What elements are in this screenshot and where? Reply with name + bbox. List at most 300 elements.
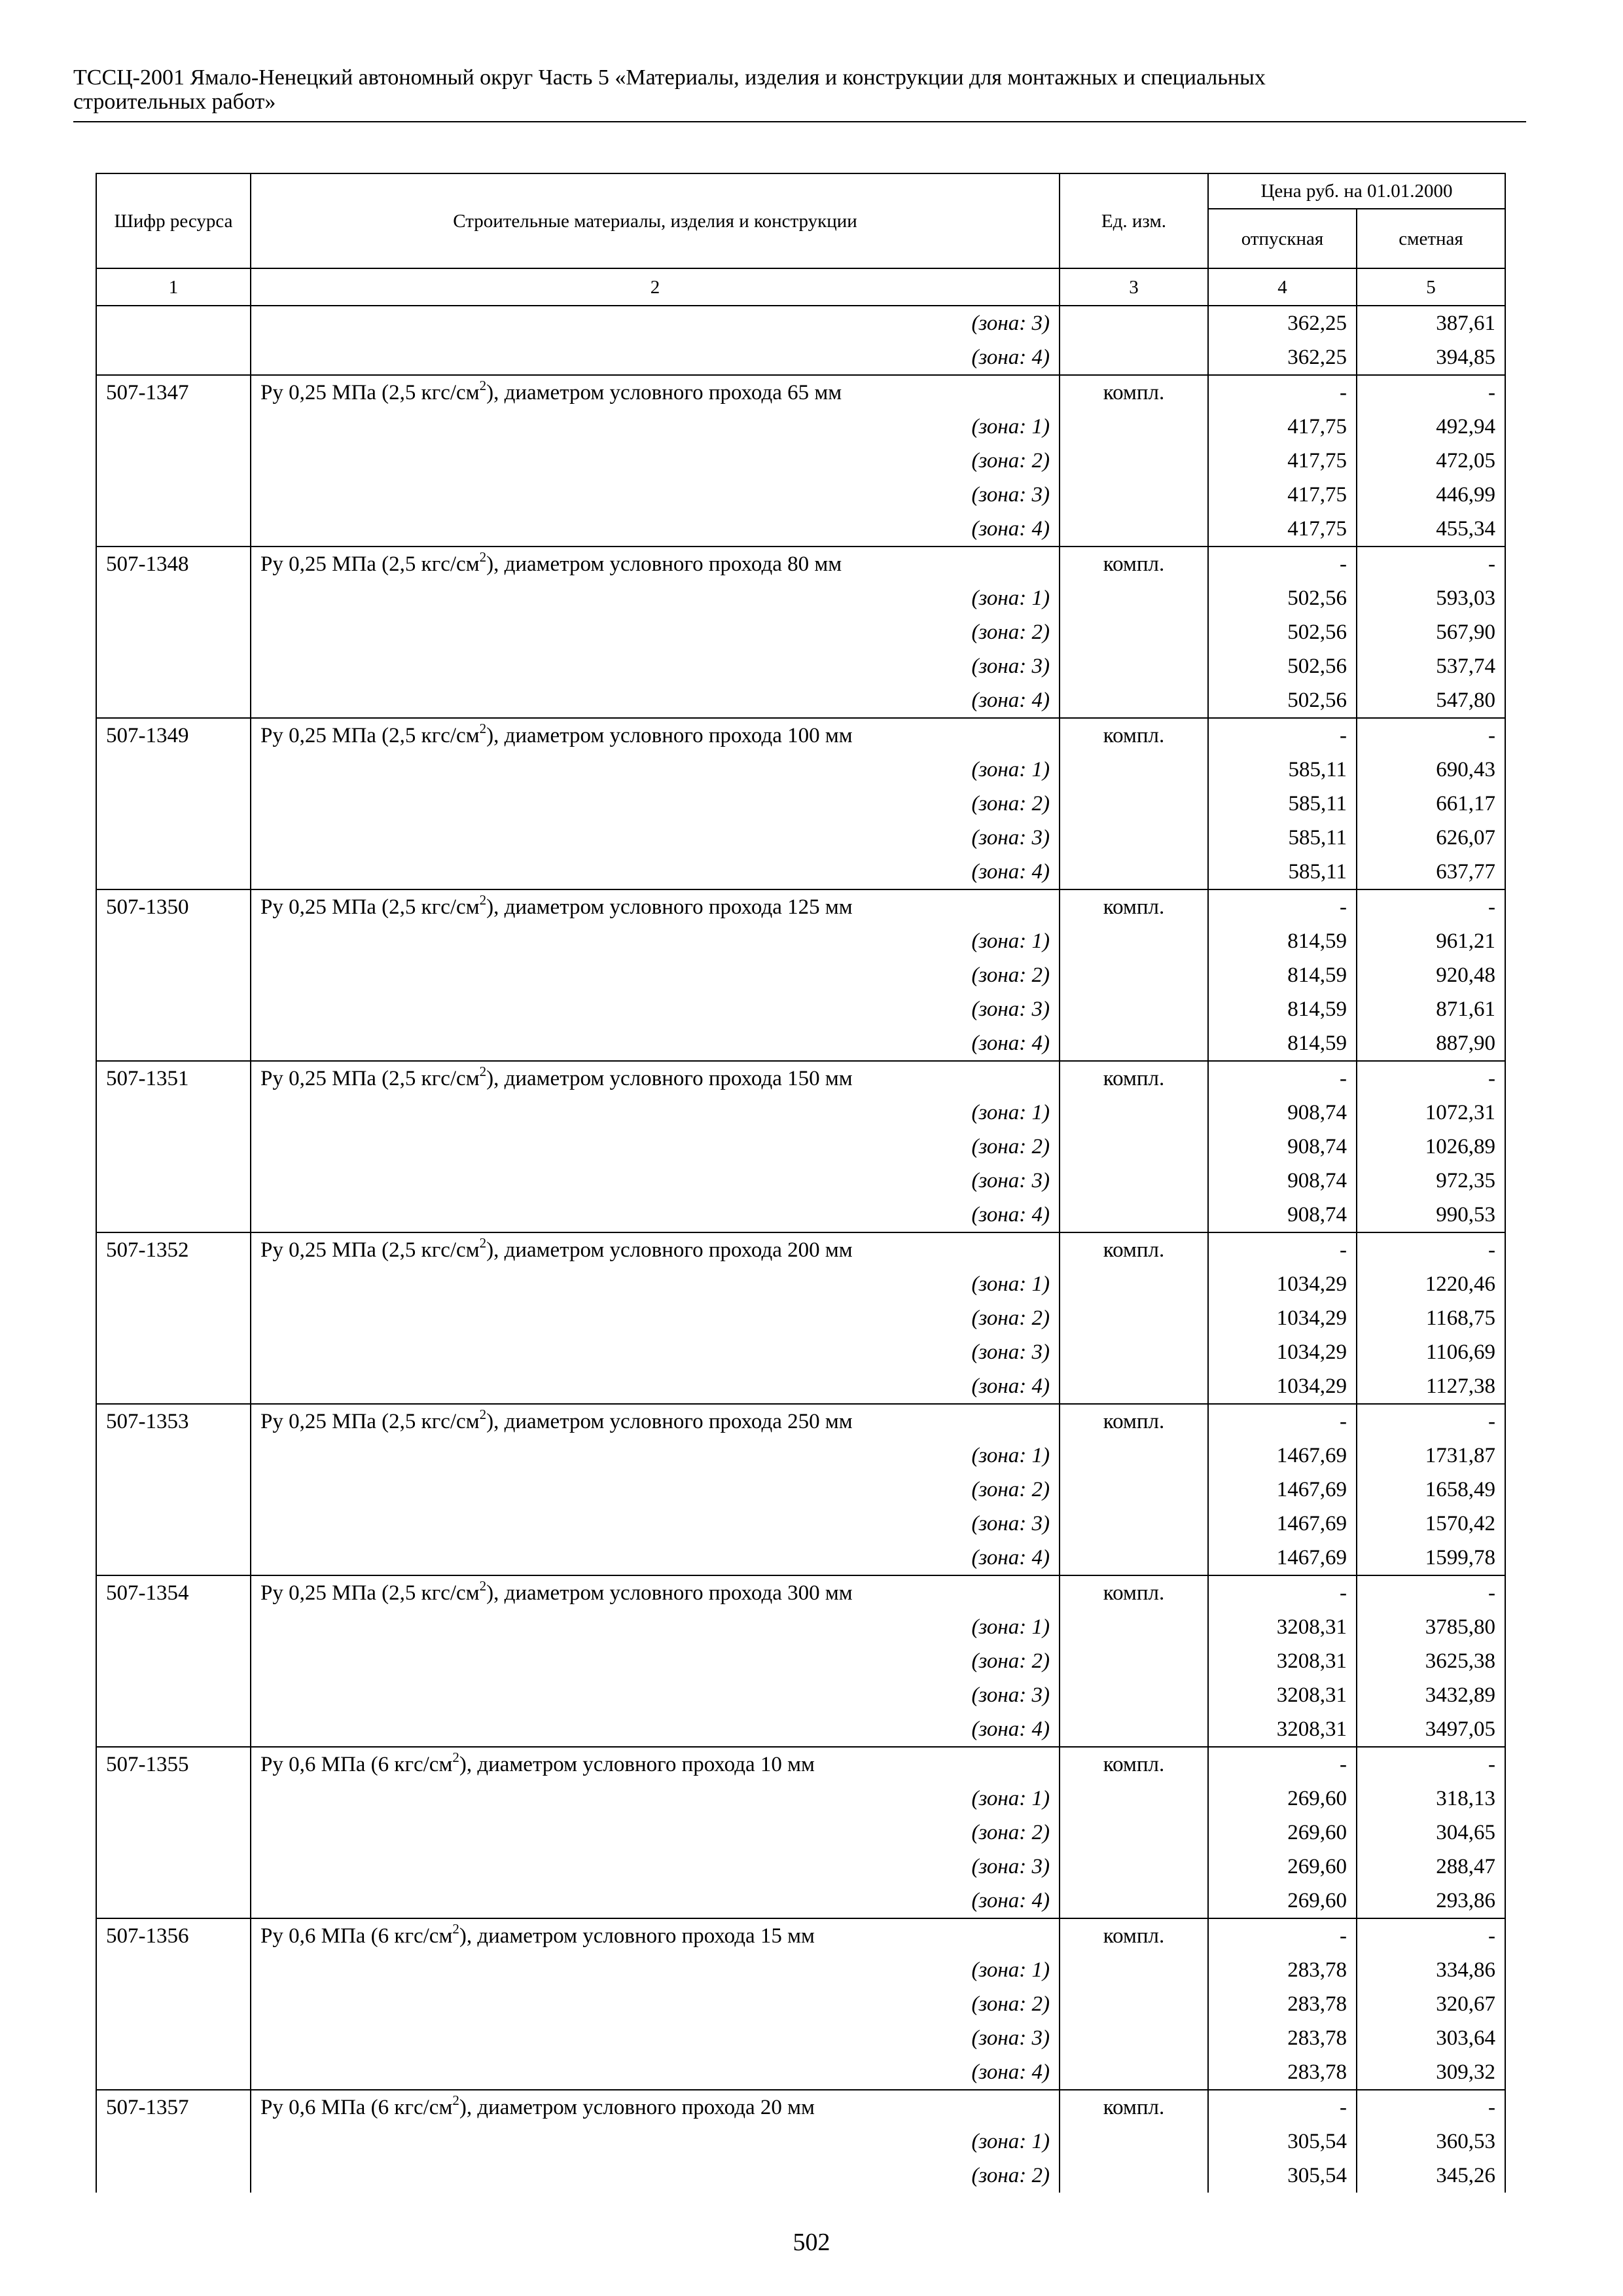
col-number-5: 5	[1357, 268, 1505, 306]
release-price-cell: 283,78	[1208, 2021, 1357, 2055]
material-description-cell	[251, 1918, 1060, 1953]
table-row-zone	[96, 306, 1505, 340]
zone-label-cell: (зона: 1)	[251, 581, 1060, 615]
zone-label-cell: (зона: 2)	[251, 1301, 1060, 1335]
material-description-cell	[251, 1575, 1060, 1610]
unit-cell	[1060, 1096, 1208, 1130]
material-description-cell	[251, 2090, 1060, 2125]
table-row-item	[96, 1061, 1505, 1096]
zone-label-cell: (зона: 4)	[251, 512, 1060, 547]
description-text-tail: ), диаметром условного прохода 100 мм	[486, 724, 853, 747]
unit-cell	[1060, 1198, 1208, 1232]
release-price-cell: 269,60	[1208, 1884, 1357, 1918]
zone-label-cell: (зона: 2)	[251, 1473, 1060, 1507]
resource-code-cell	[96, 683, 251, 718]
zone-label-cell: (зона: 1)	[251, 1267, 1060, 1301]
unit-cell	[1060, 958, 1208, 992]
table-row-zone	[96, 2055, 1505, 2090]
resource-code-cell	[96, 615, 251, 649]
unit-cell: компл.	[1060, 1404, 1208, 1439]
unit-cell	[1060, 2021, 1208, 2055]
unit-cell	[1060, 649, 1208, 683]
release-price-cell: -	[1208, 2090, 1357, 2125]
unit-cell	[1060, 683, 1208, 718]
description-text: Ру 0,25 МПа (2,5 кгс/см	[260, 895, 480, 919]
zone-label-cell: (зона: 2)	[251, 615, 1060, 649]
estimate-price-cell: 303,64	[1357, 2021, 1505, 2055]
release-price-cell: 1467,69	[1208, 1507, 1357, 1541]
resource-code-cell	[96, 1987, 251, 2021]
resource-code-cell	[96, 1507, 251, 1541]
zone-label-cell: (зона: 2)	[251, 787, 1060, 821]
col-number-3: 3	[1060, 268, 1208, 306]
release-price-cell: 283,78	[1208, 1953, 1357, 1987]
description-text: Ру 0,25 МПа (2,5 кгс/см	[260, 1067, 480, 1090]
resource-code-cell	[96, 1850, 251, 1884]
unit-cell	[1060, 410, 1208, 444]
release-price-cell: 502,56	[1208, 649, 1357, 683]
unit-cell	[1060, 1884, 1208, 1918]
resource-code-cell: 507-1350	[96, 889, 251, 924]
estimate-price-cell: 446,99	[1357, 478, 1505, 512]
zone-label-cell: (зона: 2)	[251, 1130, 1060, 1164]
unit-cell	[1060, 478, 1208, 512]
unit-cell: компл.	[1060, 2090, 1208, 2125]
release-price-cell: 269,60	[1208, 1850, 1357, 1884]
description-text-tail: ), диаметром условного прохода 150 мм	[486, 1067, 853, 1090]
resource-code-cell	[96, 1335, 251, 1369]
description-text: Ру 0,25 МПа (2,5 кгс/см	[260, 1581, 480, 1605]
unit-cell	[1060, 1507, 1208, 1541]
table-row-zone	[96, 1644, 1505, 1678]
resource-code-cell: 507-1349	[96, 718, 251, 753]
estimate-price-cell: 690,43	[1357, 753, 1505, 787]
material-description-cell	[251, 1404, 1060, 1439]
description-text-tail: ), диаметром условного прохода 15 мм	[459, 1924, 815, 1948]
estimate-price-cell: 871,61	[1357, 992, 1505, 1026]
unit-cell	[1060, 1850, 1208, 1884]
zone-label-cell: (зона: 1)	[251, 924, 1060, 958]
release-price-cell: -	[1208, 1747, 1357, 1782]
estimate-price-cell: -	[1357, 1918, 1505, 1953]
release-price-cell: 305,54	[1208, 2125, 1357, 2159]
zone-label-cell: (зона: 3)	[251, 1850, 1060, 1884]
release-price-cell: 1467,69	[1208, 1439, 1357, 1473]
unit-cell: компл.	[1060, 375, 1208, 410]
estimate-price-cell: -	[1357, 889, 1505, 924]
estimate-price-cell: -	[1357, 375, 1505, 410]
zone-label-cell: (зона: 2)	[251, 1987, 1060, 2021]
col-header-code: Шифр ресурса	[96, 173, 251, 268]
unit-cell	[1060, 306, 1208, 340]
unit-cell: компл.	[1060, 1747, 1208, 1782]
unit-cell	[1060, 1987, 1208, 2021]
release-price-cell: 585,11	[1208, 787, 1357, 821]
resource-code-cell: 507-1351	[96, 1061, 251, 1096]
release-price-cell: 908,74	[1208, 1164, 1357, 1198]
resource-code-cell	[96, 306, 251, 340]
release-price-cell: 502,56	[1208, 581, 1357, 615]
resource-code-cell	[96, 1267, 251, 1301]
table-row-zone	[96, 1130, 1505, 1164]
release-price-cell: 1034,29	[1208, 1267, 1357, 1301]
estimate-price-cell: 626,07	[1357, 821, 1505, 855]
table-row-zone	[96, 1267, 1505, 1301]
release-price-cell: 1034,29	[1208, 1369, 1357, 1404]
release-price-cell: 502,56	[1208, 615, 1357, 649]
table-row-zone	[96, 1782, 1505, 1816]
estimate-price-cell: 394,85	[1357, 340, 1505, 375]
header-line-1: ТССЦ-2001 Ямало-Ненецкий автономный округ Часть 5 «Материалы, изделия и конструкции для монтажных и специальных	[73, 65, 1266, 90]
table-row-item	[96, 889, 1505, 924]
zone-label-cell: (зона: 1)	[251, 1096, 1060, 1130]
table-row-zone	[96, 1026, 1505, 1061]
description-superscript: 2	[479, 1407, 487, 1422]
resource-code-cell: 507-1348	[96, 547, 251, 581]
table-row-zone	[96, 478, 1505, 512]
release-price-cell: 585,11	[1208, 753, 1357, 787]
description-text: Ру 0,25 МПа (2,5 кгс/см	[260, 552, 480, 576]
table-row-zone	[96, 340, 1505, 375]
description-superscript: 2	[452, 1921, 459, 1937]
release-price-cell: 269,60	[1208, 1816, 1357, 1850]
resource-code-cell	[96, 1198, 251, 1232]
table-row-zone	[96, 924, 1505, 958]
release-price-cell: 283,78	[1208, 1987, 1357, 2021]
zone-label-cell: (зона: 3)	[251, 1164, 1060, 1198]
release-price-cell: 3208,31	[1208, 1678, 1357, 1712]
estimate-price-cell: 293,86	[1357, 1884, 1505, 1918]
unit-cell	[1060, 1816, 1208, 1850]
resource-code-cell	[96, 1678, 251, 1712]
resource-code-cell	[96, 1610, 251, 1644]
zone-label-cell: (зона: 1)	[251, 410, 1060, 444]
estimate-price-cell: -	[1357, 1404, 1505, 1439]
page-number: 502	[793, 2229, 830, 2256]
release-price-cell: 3208,31	[1208, 1610, 1357, 1644]
zone-label-cell: (зона: 3)	[251, 478, 1060, 512]
zone-label-cell: (зона: 4)	[251, 1712, 1060, 1747]
col-number-2: 2	[251, 268, 1060, 306]
estimate-price-cell: 3432,89	[1357, 1678, 1505, 1712]
estimate-price-cell: 318,13	[1357, 1782, 1505, 1816]
resource-code-cell	[96, 1369, 251, 1404]
table-row-zone	[96, 2159, 1505, 2193]
resource-code-cell	[96, 1953, 251, 1987]
zone-label-cell: (зона: 4)	[251, 2055, 1060, 2090]
table-row-zone	[96, 1473, 1505, 1507]
unit-cell	[1060, 340, 1208, 375]
estimate-price-cell: -	[1357, 718, 1505, 753]
col-header-unit: Ед. изм.	[1060, 173, 1208, 268]
resource-code-cell	[96, 1026, 251, 1061]
release-price-cell: 908,74	[1208, 1198, 1357, 1232]
unit-cell	[1060, 821, 1208, 855]
description-superscript: 2	[479, 892, 487, 908]
estimate-price-cell: 288,47	[1357, 1850, 1505, 1884]
zone-label-cell: (зона: 2)	[251, 2159, 1060, 2193]
unit-cell	[1060, 1678, 1208, 1712]
resource-code-cell	[96, 1884, 251, 1918]
table-row-zone	[96, 1439, 1505, 1473]
resource-code-cell	[96, 1541, 251, 1575]
header-divider	[73, 121, 1526, 122]
unit-cell	[1060, 1644, 1208, 1678]
resource-code-cell	[96, 1164, 251, 1198]
table-row-zone	[96, 1541, 1505, 1575]
table-row-zone	[96, 410, 1505, 444]
resource-code-cell: 507-1353	[96, 1404, 251, 1439]
unit-cell: компл.	[1060, 547, 1208, 581]
release-price-cell: -	[1208, 889, 1357, 924]
estimate-price-cell: 547,80	[1357, 683, 1505, 718]
table-row-zone	[96, 1335, 1505, 1369]
resource-code-cell: 507-1352	[96, 1232, 251, 1267]
estimate-price-cell: 637,77	[1357, 855, 1505, 889]
description-superscript: 2	[479, 1064, 487, 1079]
release-price-cell: 269,60	[1208, 1782, 1357, 1816]
material-description-cell	[251, 1061, 1060, 1096]
release-price-cell: -	[1208, 1232, 1357, 1267]
col-number-4: 4	[1208, 268, 1357, 306]
table-row-zone	[96, 1850, 1505, 1884]
unit-cell	[1060, 1712, 1208, 1747]
zone-label-cell: (зона: 3)	[251, 2021, 1060, 2055]
release-price-cell: 908,74	[1208, 1096, 1357, 1130]
release-price-cell: 283,78	[1208, 2055, 1357, 2090]
description-text-tail: ), диаметром условного прохода 20 мм	[459, 2096, 815, 2119]
unit-cell	[1060, 2125, 1208, 2159]
estimate-price-cell: 3625,38	[1357, 1644, 1505, 1678]
resource-code-cell	[96, 855, 251, 889]
unit-cell	[1060, 1301, 1208, 1335]
release-price-cell: -	[1208, 1575, 1357, 1610]
resource-code-cell: 507-1354	[96, 1575, 251, 1610]
description-superscript: 2	[479, 721, 487, 736]
estimate-price-cell: 661,17	[1357, 787, 1505, 821]
resource-code-cell	[96, 1301, 251, 1335]
estimate-price-cell: 320,67	[1357, 1987, 1505, 2021]
estimate-price-cell: 972,35	[1357, 1164, 1505, 1198]
table-row-zone	[96, 753, 1505, 787]
table-row-zone	[96, 512, 1505, 547]
zone-label-cell: (зона: 4)	[251, 340, 1060, 375]
description-text-tail: ), диаметром условного прохода 200 мм	[486, 1238, 853, 1262]
resource-code-cell	[96, 958, 251, 992]
zone-label-cell: (зона: 4)	[251, 1198, 1060, 1232]
description-text: Ру 0,25 МПа (2,5 кгс/см	[260, 1238, 480, 1262]
resource-code-cell	[96, 2021, 251, 2055]
estimate-price-cell: 334,86	[1357, 1953, 1505, 1987]
table-row-zone	[96, 1369, 1505, 1404]
zone-label-cell: (зона: 2)	[251, 1644, 1060, 1678]
resource-code-cell	[96, 410, 251, 444]
zone-label-cell: (зона: 3)	[251, 1507, 1060, 1541]
estimate-price-cell: -	[1357, 1575, 1505, 1610]
estimate-price-cell: 1658,49	[1357, 1473, 1505, 1507]
estimate-price-cell: 1599,78	[1357, 1541, 1505, 1575]
description-superscript: 2	[479, 378, 487, 393]
zone-label-cell: (зона: 4)	[251, 1369, 1060, 1404]
zone-label-cell: (зона: 1)	[251, 1439, 1060, 1473]
estimate-price-cell: 3785,80	[1357, 1610, 1505, 1644]
release-price-cell: 362,25	[1208, 306, 1357, 340]
price-table	[96, 173, 1506, 2193]
description-text: Ру 0,25 МПа (2,5 кгс/см	[260, 1410, 480, 1433]
table-row-zone	[96, 1507, 1505, 1541]
table-row-item	[96, 1404, 1505, 1439]
unit-cell	[1060, 2055, 1208, 2090]
zone-label-cell: (зона: 3)	[251, 821, 1060, 855]
material-description-cell	[251, 1747, 1060, 1782]
table-row-zone	[96, 2125, 1505, 2159]
estimate-price-cell: -	[1357, 547, 1505, 581]
unit-cell	[1060, 1541, 1208, 1575]
unit-cell: компл.	[1060, 889, 1208, 924]
resource-code-cell	[96, 2055, 251, 2090]
zone-label-cell: (зона: 1)	[251, 753, 1060, 787]
table-row-zone	[96, 821, 1505, 855]
description-superscript: 2	[479, 1578, 487, 1594]
unit-cell	[1060, 1473, 1208, 1507]
zone-label-cell: (зона: 3)	[251, 1335, 1060, 1369]
description-text-tail: ), диаметром условного прохода 65 мм	[486, 381, 842, 404]
table-row-zone	[96, 958, 1505, 992]
unit-cell	[1060, 512, 1208, 547]
table-row-zone	[96, 615, 1505, 649]
table-row-item	[96, 1232, 1505, 1267]
unit-cell	[1060, 1782, 1208, 1816]
description-superscript: 2	[452, 1749, 459, 1765]
resource-code-cell	[96, 444, 251, 478]
resource-code-cell	[96, 1096, 251, 1130]
release-price-cell: 585,11	[1208, 821, 1357, 855]
zone-label-cell: (зона: 1)	[251, 1782, 1060, 1816]
release-price-cell: 908,74	[1208, 1130, 1357, 1164]
description-text: Ру 0,6 МПа (6 кгс/см	[260, 1924, 453, 1948]
table-row-item	[96, 1575, 1505, 1610]
estimate-price-cell: 1570,42	[1357, 1507, 1505, 1541]
estimate-price-cell: 1168,75	[1357, 1301, 1505, 1335]
table-row-item	[96, 1747, 1505, 1782]
release-price-cell: -	[1208, 1061, 1357, 1096]
zone-label-cell: (зона: 3)	[251, 992, 1060, 1026]
resource-code-cell	[96, 821, 251, 855]
zone-label-cell: (зона: 2)	[251, 444, 1060, 478]
description-superscript: 2	[479, 549, 487, 565]
resource-code-cell	[96, 1473, 251, 1507]
estimate-price-cell: 1731,87	[1357, 1439, 1505, 1473]
col-header-name: Строительные материалы, изделия и конструкции	[251, 173, 1060, 268]
col-header-price-group: Цена руб. на 01.01.2000	[1208, 173, 1505, 209]
resource-code-cell	[96, 581, 251, 615]
material-description-cell	[251, 375, 1060, 410]
estimate-price-cell: 492,94	[1357, 410, 1505, 444]
release-price-cell: 1034,29	[1208, 1335, 1357, 1369]
estimate-price-cell: 387,61	[1357, 306, 1505, 340]
estimate-price-cell: 961,21	[1357, 924, 1505, 958]
release-price-cell: 814,59	[1208, 924, 1357, 958]
estimate-price-cell: 990,53	[1357, 1198, 1505, 1232]
estimate-price-cell: 567,90	[1357, 615, 1505, 649]
table-row-zone	[96, 1198, 1505, 1232]
resource-code-cell	[96, 1816, 251, 1850]
description-superscript: 2	[452, 2092, 459, 2108]
estimate-price-cell: -	[1357, 2090, 1505, 2125]
release-price-cell: -	[1208, 547, 1357, 581]
table-row-zone	[96, 1096, 1505, 1130]
zone-label-cell: (зона: 1)	[251, 1610, 1060, 1644]
estimate-price-cell: 472,05	[1357, 444, 1505, 478]
resource-code-cell	[96, 1439, 251, 1473]
unit-cell: компл.	[1060, 1918, 1208, 1953]
header-line-2: строительных работ»	[73, 90, 276, 114]
unit-cell	[1060, 1130, 1208, 1164]
description-text-tail: ), диаметром условного прохода 10 мм	[459, 1753, 815, 1776]
table-body	[96, 306, 1505, 2193]
resource-code-cell	[96, 1712, 251, 1747]
description-text: Ру 0,25 МПа (2,5 кгс/см	[260, 381, 480, 404]
table-row-zone	[96, 992, 1505, 1026]
zone-label-cell: (зона: 4)	[251, 855, 1060, 889]
resource-code-cell	[96, 992, 251, 1026]
release-price-cell: 305,54	[1208, 2159, 1357, 2193]
estimate-price-cell: 304,65	[1357, 1816, 1505, 1850]
release-price-cell: 417,75	[1208, 410, 1357, 444]
release-price-cell: -	[1208, 1404, 1357, 1439]
release-price-cell: -	[1208, 375, 1357, 410]
table-header	[96, 173, 1505, 306]
estimate-price-cell: 455,34	[1357, 512, 1505, 547]
release-price-cell: 814,59	[1208, 958, 1357, 992]
resource-code-cell	[96, 787, 251, 821]
estimate-price-cell: -	[1357, 1747, 1505, 1782]
unit-cell: компл.	[1060, 718, 1208, 753]
release-price-cell: 417,75	[1208, 512, 1357, 547]
unit-cell	[1060, 1369, 1208, 1404]
table-row-zone	[96, 649, 1505, 683]
release-price-cell: 585,11	[1208, 855, 1357, 889]
release-price-cell: 1467,69	[1208, 1541, 1357, 1575]
table-row-zone	[96, 1164, 1505, 1198]
release-price-cell: 1034,29	[1208, 1301, 1357, 1335]
material-description-cell	[251, 1232, 1060, 1267]
zone-label-cell: (зона: 2)	[251, 958, 1060, 992]
description-text-tail: ), диаметром условного прохода 300 мм	[486, 1581, 853, 1605]
unit-cell	[1060, 1164, 1208, 1198]
description-text-tail: ), диаметром условного прохода 250 мм	[486, 1410, 853, 1433]
description-superscript: 2	[479, 1235, 487, 1251]
estimate-price-cell: -	[1357, 1061, 1505, 1096]
description-text-tail: ), диаметром условного прохода 125 мм	[486, 895, 853, 919]
resource-code-cell	[96, 2159, 251, 2193]
zone-label-cell: (зона: 1)	[251, 1953, 1060, 1987]
zone-label-cell: (зона: 4)	[251, 1884, 1060, 1918]
table-row-zone	[96, 1301, 1505, 1335]
table-row-zone	[96, 1987, 1505, 2021]
table-row-zone	[96, 1884, 1505, 1918]
material-description-cell	[251, 547, 1060, 581]
description-text: Ру 0,6 МПа (6 кгс/см	[260, 1753, 453, 1776]
zone-label-cell: (зона: 3)	[251, 1678, 1060, 1712]
release-price-cell: 3208,31	[1208, 1644, 1357, 1678]
table-row-item	[96, 718, 1505, 753]
table-row-zone	[96, 1953, 1505, 1987]
zone-label-cell: (зона: 3)	[251, 649, 1060, 683]
material-description-cell	[251, 889, 1060, 924]
resource-code-cell	[96, 753, 251, 787]
release-price-cell: 417,75	[1208, 478, 1357, 512]
